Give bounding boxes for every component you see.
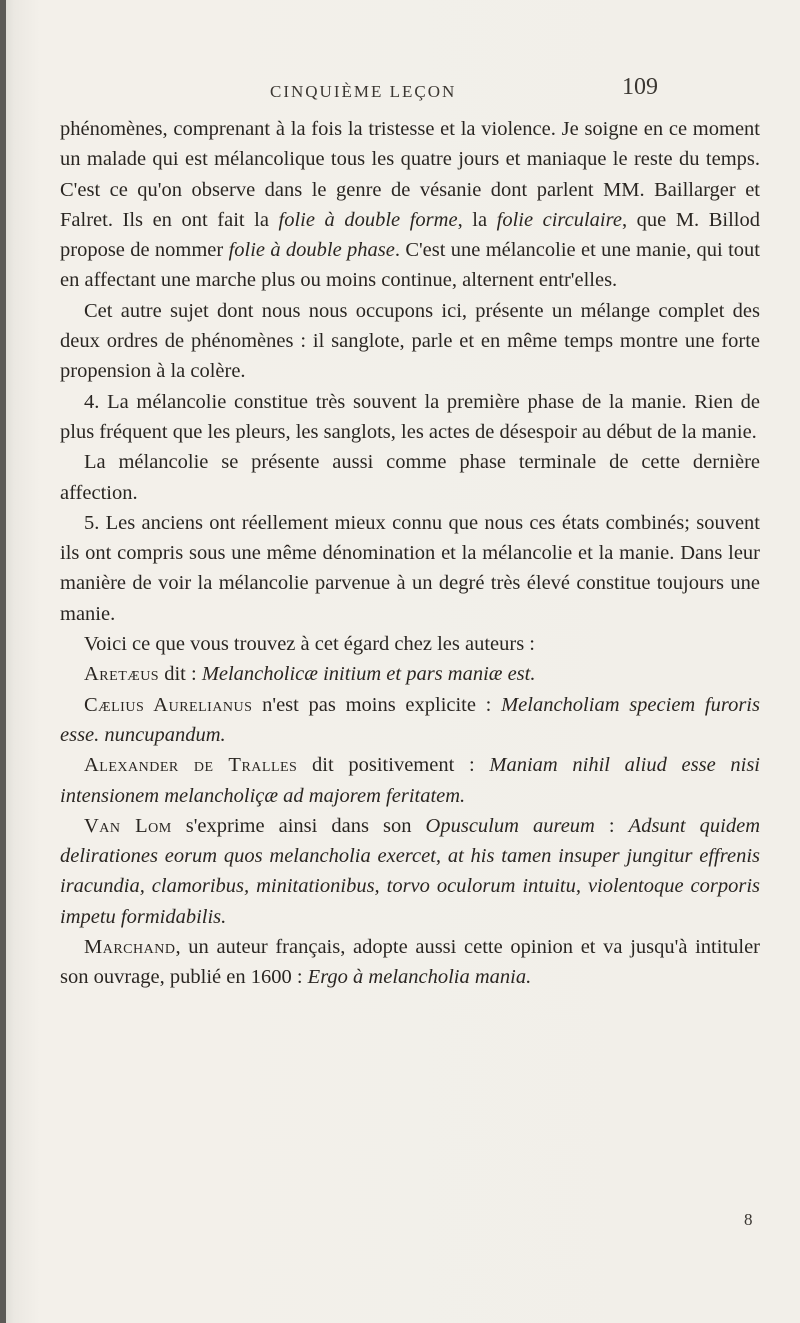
book-spine-edge bbox=[0, 0, 6, 1323]
quote-caelius: Cælius Aurelianus n'est pas moins explicite : Melancholiam speciem furoris esse. nuncupandum. bbox=[60, 693, 760, 746]
quote-aretaeus: Aretæus dit : Melancholicæ initium et pars maniæ est. bbox=[84, 663, 536, 686]
quote-alexander: Alexander de Tralles dit positivement : Maniam nihil aliud esse nisi intensionem melancholiçæ ad majorem feritatem. bbox=[60, 754, 760, 807]
latin-quote: Adsunt quidem delirationes eorum quos melancholia exercet, at his tamen insuper jungitur effrenis iracundia, clamoribus, minitationibus, torvo oculorum intuitu, violentoque corporis impetu formidabilis. bbox=[60, 814, 761, 928]
author-name: Cælius Aurelianus bbox=[84, 693, 253, 716]
author-name: Van Lom bbox=[84, 814, 172, 837]
term-folie-double-phase: folie à double phase bbox=[228, 239, 395, 262]
paragraph-3: 4. La mélancolie constitue très souvent la première phase de la manie. Rien de plus fréquent que les pleurs, les sanglots, les actes de désespoir au début de la manie. bbox=[60, 390, 760, 443]
book-title: Ergo à melancholia mania. bbox=[307, 966, 532, 989]
quote-marchand: Marchand, un auteur français, adopte aussi cette opinion et va jusqu'à intituler son ouvrage, publié en 1600 : Ergo à melancholia mania. bbox=[60, 936, 760, 989]
page-number: 109 bbox=[622, 74, 658, 100]
author-name: Marchand bbox=[84, 936, 176, 959]
signature-mark: 8 bbox=[744, 1210, 753, 1229]
running-title: CINQUIÈME LEÇON bbox=[270, 82, 457, 101]
author-name: Aretæus bbox=[84, 663, 160, 686]
term-folie-double-forme: folie à double forme bbox=[278, 208, 458, 231]
paragraph-4: La mélancolie se présente aussi comme phase terminale de cette dernière affection. bbox=[60, 451, 760, 504]
quote-van-lom: Van Lom s'exprime ainsi dans son Opusculum aureum : Adsunt quidem delirationes eorum quos melancholia exercet, at his tamen insuper jungitur effrenis iracundia, clamoribus, minitationibus, torvo oculorum intuitu, violentoque corporis impetu formidabilis. bbox=[60, 814, 761, 928]
paragraph-5: 5. Les anciens ont réellement mieux connu que nous ces états combinés; souvent ils ont compris sous une même dénomination et la mélancolie et la manie. Dans leur manière de voir la mélancolie parvenue à un degré très élevé constitue toujours une manie. bbox=[60, 511, 760, 625]
latin-quote: Melancholiam speciem furoris esse. nuncupandum. bbox=[60, 693, 760, 746]
latin-quote: Maniam nihil aliud esse nisi intensionem melancholiçæ ad majorem feritatem. bbox=[60, 754, 760, 807]
paragraph-6: Voici ce que vous trouvez à cet égard chez les auteurs : bbox=[84, 633, 535, 656]
body-text bbox=[60, 114, 760, 993]
term-folie-circulaire: folie circulaire bbox=[496, 208, 622, 231]
book-title: Opusculum aureum bbox=[425, 814, 595, 837]
latin-quote: Melancholicæ initium et pars maniæ est. bbox=[201, 663, 536, 686]
paragraph-1: phénomènes, comprenant à la fois la tristesse et la violence. Je soigne en ce moment un malade qui est mélancolique tous les quatre jours et maniaque le reste du temps. C'est ce qu'on observe dans le genre de vésanie dont parlent MM. Baillarger et Falret. Ils en ont fait la folie à double forme, la folie circulaire, que M. Billod propose de nommer folie à double phase. C'est une mélancolie et une manie, qui tout en affectant une marche plus ou moins continue, alternent entr'elles. bbox=[60, 118, 760, 292]
paragraph-2: Cet autre sujet dont nous nous occupons ici, présente un mélange complet des deux ordres de phénomènes : il sanglote, parle et en même temps montre une forte propension à la colère. bbox=[60, 299, 760, 383]
author-name: Alexander de Tralles bbox=[84, 754, 298, 777]
